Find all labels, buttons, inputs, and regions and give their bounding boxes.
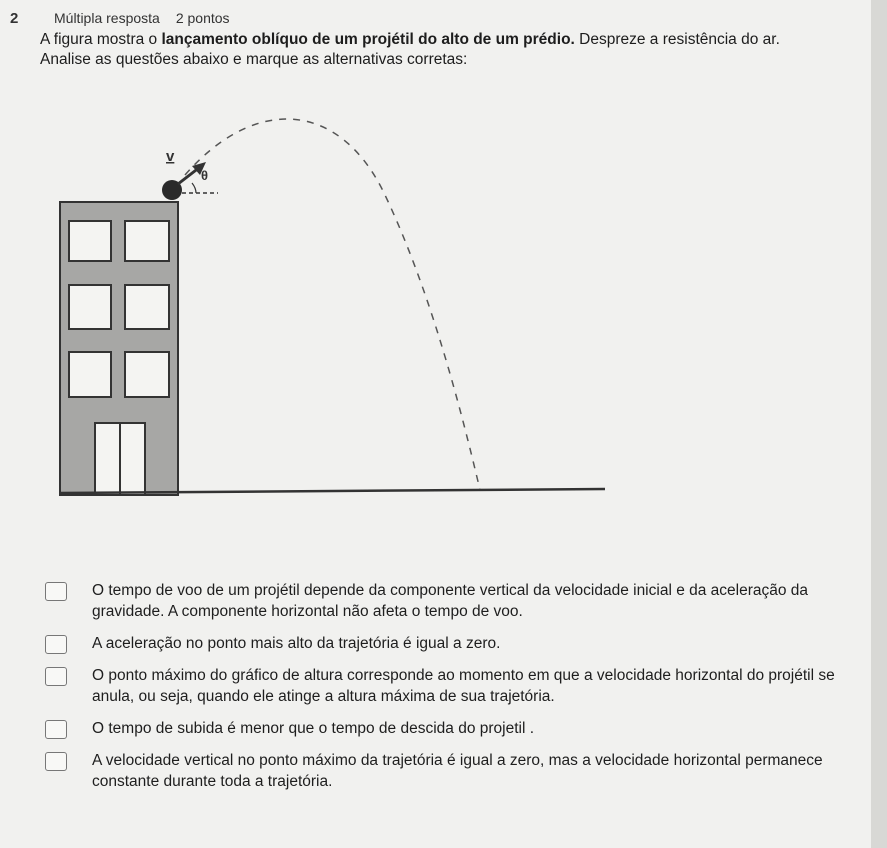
option-text: O tempo de subida é menor que o tempo de descida do projetil .: [92, 720, 535, 737]
stem-text-2: Despreze a resistência do ar.: [574, 31, 780, 48]
window: [69, 221, 111, 261]
stem-text-1: A figura mostra o: [40, 31, 162, 48]
option-text: O tempo de voo de um projétil depende da componente vertical da velocidade inicial e da aceleração da gravidade. A componente horizontal não afeta o tempo de voo.: [92, 582, 809, 620]
stem-instruction: Analise as questões abaixo e marque as alternativas corretas:: [40, 51, 468, 68]
question-stem: [40, 30, 860, 70]
window: [69, 285, 111, 329]
options-list: [40, 580, 860, 803]
stem-bold-text: lançamento oblíquo de um projétil do alto de um prédio.: [161, 31, 575, 48]
option-text: O ponto máximo do gráfico de altura corresponde ao momento em que a velocidade horizontal do projétil se anula, ou seja, quando ele atinge a altura máxima de sua trajetória.: [92, 667, 835, 705]
question-type: Múltipla resposta: [54, 10, 160, 26]
option-text: A aceleração no ponto mais alto da trajetória é igual a zero.: [92, 635, 501, 652]
question-points: 2 pontos: [175, 10, 230, 26]
checkbox-1[interactable]: [45, 582, 67, 601]
option-3[interactable]: [40, 665, 860, 707]
option-5[interactable]: [40, 750, 860, 792]
window: [69, 352, 111, 397]
option-2[interactable]: [40, 633, 860, 654]
checkbox-2[interactable]: [45, 635, 67, 654]
option-1[interactable]: [40, 580, 860, 622]
trajectory-path: [185, 119, 480, 490]
option-text: A velocidade vertical no ponto máximo da trajetória é igual a zero, mas a velocidade horizontal permanece constante durante toda a trajetória.: [92, 752, 823, 790]
scrollbar[interactable]: [871, 0, 887, 848]
window: [125, 352, 169, 397]
angle-label: θ: [201, 168, 209, 183]
checkbox-3[interactable]: [45, 667, 67, 686]
option-4[interactable]: [40, 718, 860, 739]
checkbox-5[interactable]: [45, 752, 67, 771]
figure-svg: [40, 105, 620, 505]
window: [125, 285, 169, 329]
question-header: [10, 10, 230, 27]
velocity-label: v: [166, 148, 175, 165]
checkbox-4[interactable]: [45, 720, 67, 739]
angle-arc: [192, 183, 196, 193]
projectile-figure: [40, 105, 620, 505]
question-number: 2: [10, 10, 19, 27]
window: [125, 221, 169, 261]
